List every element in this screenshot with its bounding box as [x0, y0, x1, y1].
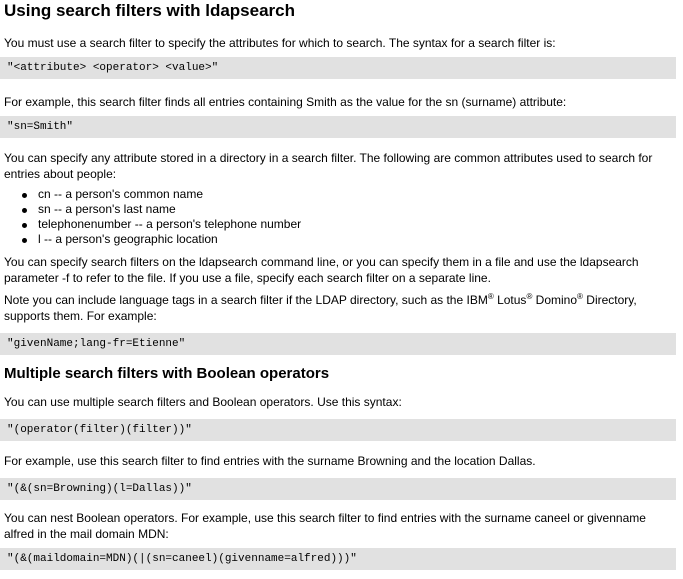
registered-mark: ® — [487, 292, 494, 301]
list-item: l -- a person's geographic location — [20, 232, 301, 247]
example-paragraph: For example, this search filter finds all entries containing Smith as the value for the sn (surname) attribute: — [4, 95, 567, 109]
attributes-list-container — [0, 187, 676, 249]
language-tag-code-block: "givenName;lang-fr=Etienne" — [0, 333, 676, 355]
example-code-block: "sn=Smith" — [0, 116, 676, 138]
language-tags-text-4: Directory, supports them. For example: — [4, 293, 637, 323]
commandline-paragraph: You can specify search filters on the ldapsearch command line, or you can specify them in a file and use the ldapsearch parameter -f to refer to the file. If you use a file, specify each search filter on a separate line. — [4, 255, 639, 285]
attributes-intro-paragraph: You can specify any attribute stored in a directory in a search filter. The following are common attributes used to search for entries about people: — [4, 151, 653, 181]
list-item: cn -- a person's common name — [20, 187, 301, 202]
syntax-code-block: "<attribute> <operator> <value>" — [0, 57, 676, 79]
language-tags-text-1: Note you can include language tags in a search filter if the LDAP directory, such as the IBM — [4, 293, 488, 307]
attributes-list — [20, 187, 301, 247]
list-item: sn -- a person's last name — [20, 202, 301, 217]
section-heading-boolean-operators: Multiple search filters with Boolean operators — [4, 365, 330, 382]
section-heading-search-filters: Using search filters with ldapsearch — [4, 1, 295, 20]
nested-boolean-paragraph: You can nest Boolean operators. For example, use this search filter to find entries with the surname caneel or givenname alfred in the mail domain MDN: — [4, 511, 646, 541]
boolean-example-paragraph: For example, use this search filter to find entries with the surname Browning and the location Dallas. — [4, 454, 536, 468]
boolean-example-code-block: "(&(sn=Browning)(l=Dallas))" — [0, 478, 676, 500]
language-tags-text-3: Domino — [532, 293, 578, 307]
intro-paragraph: You must use a search filter to specify the attributes for which to search. The syntax for a search filter is: — [4, 36, 556, 50]
boolean-intro-paragraph: You can use multiple search filters and Boolean operators. Use this syntax: — [4, 395, 402, 409]
nested-boolean-code-block: "(&(maildomain=MDN)(|(sn=caneel)(givenname=alfred)))" — [0, 548, 676, 570]
language-tags-text-2: Lotus — [493, 293, 527, 307]
list-item: telephonenumber -- a person's telephone number — [20, 217, 301, 232]
language-tags-paragraph — [4, 292, 676, 324]
registered-mark: ® — [577, 292, 583, 301]
boolean-syntax-code-block: "(operator(filter)(filter))" — [0, 419, 676, 441]
registered-mark: ® — [526, 292, 533, 301]
